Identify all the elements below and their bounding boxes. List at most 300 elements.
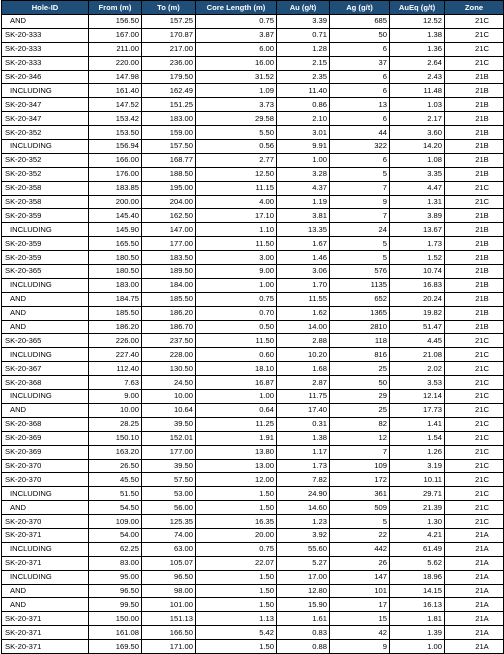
au-cell: 1.67 <box>277 237 330 251</box>
table-row <box>2 56 504 70</box>
from-cell: 9.00 <box>89 390 142 404</box>
core-length-cell: 0.75 <box>196 15 277 29</box>
table-row <box>2 70 504 84</box>
zone-cell: 21C <box>445 348 504 362</box>
ag-cell: 109 <box>330 459 390 473</box>
from-cell: 161.08 <box>89 626 142 640</box>
aueq-cell: 1.38 <box>390 28 445 42</box>
zone-cell: 21B <box>445 251 504 265</box>
zone-cell: 21B <box>445 167 504 181</box>
au-cell: 1.28 <box>277 42 330 56</box>
zone-cell: 21C <box>445 431 504 445</box>
au-cell: 11.55 <box>277 292 330 306</box>
from-cell: 226.00 <box>89 334 142 348</box>
aueq-cell: 11.48 <box>390 84 445 98</box>
table-row <box>2 473 504 487</box>
hole-id-cell: SK-20-368 <box>2 417 89 431</box>
from-cell: 183.85 <box>89 181 142 195</box>
from-cell: 54.00 <box>89 528 142 542</box>
core-length-cell: 1.00 <box>196 390 277 404</box>
to-cell: 63.00 <box>142 542 196 556</box>
zone-cell: 21C <box>445 501 504 515</box>
aueq-cell: 13.67 <box>390 223 445 237</box>
hole-id-cell: INCLUDING <box>2 390 89 404</box>
au-cell: 1.19 <box>277 195 330 209</box>
au-cell: 0.83 <box>277 626 330 640</box>
hole-id-cell: INCLUDING <box>2 570 89 584</box>
table-row <box>2 556 504 570</box>
hole-id-cell: SK-20-358 <box>2 181 89 195</box>
aueq-cell: 12.52 <box>390 15 445 29</box>
to-cell: 57.50 <box>142 473 196 487</box>
to-cell: 184.00 <box>142 278 196 292</box>
zone-cell: 21A <box>445 556 504 570</box>
to-cell: 185.50 <box>142 292 196 306</box>
table-row <box>2 306 504 320</box>
from-cell: 184.75 <box>89 292 142 306</box>
aueq-cell: 20.24 <box>390 292 445 306</box>
ag-cell: 2810 <box>330 320 390 334</box>
zone-cell: 21B <box>445 320 504 334</box>
ag-cell: 9 <box>330 195 390 209</box>
ag-cell: 5 <box>330 251 390 265</box>
to-cell: 101.00 <box>142 598 196 612</box>
au-cell: 4.37 <box>277 181 330 195</box>
from-cell: 156.94 <box>89 140 142 154</box>
zone-cell: 21C <box>445 403 504 417</box>
zone-cell: 21B <box>445 126 504 140</box>
to-cell: 10.00 <box>142 390 196 404</box>
to-cell: 157.50 <box>142 140 196 154</box>
ag-cell: 322 <box>330 140 390 154</box>
hole-id-cell: SK-20-365 <box>2 265 89 279</box>
to-cell: 195.00 <box>142 181 196 195</box>
from-cell: 153.42 <box>89 112 142 126</box>
table-row <box>2 334 504 348</box>
hole-id-cell: INCLUDING <box>2 140 89 154</box>
to-cell: 168.77 <box>142 153 196 167</box>
hole-id-cell: SK-20-370 <box>2 515 89 529</box>
ag-cell: 7 <box>330 445 390 459</box>
to-cell: 96.50 <box>142 570 196 584</box>
from-cell: 167.00 <box>89 28 142 42</box>
from-cell: 185.50 <box>89 306 142 320</box>
from-cell: 96.50 <box>89 584 142 598</box>
zone-cell: 21B <box>445 237 504 251</box>
aueq-cell: 21.08 <box>390 348 445 362</box>
aueq-cell: 18.96 <box>390 570 445 584</box>
header-au: Au (g/t) <box>277 1 330 15</box>
zone-cell: 21A <box>445 626 504 640</box>
ag-cell: 5 <box>330 515 390 529</box>
table-row <box>2 362 504 376</box>
from-cell: 145.90 <box>89 223 142 237</box>
ag-cell: 82 <box>330 417 390 431</box>
ag-cell: 5 <box>330 237 390 251</box>
core-length-cell: 16.87 <box>196 376 277 390</box>
to-cell: 162.49 <box>142 84 196 98</box>
to-cell: 130.50 <box>142 362 196 376</box>
core-length-cell: 1.50 <box>196 598 277 612</box>
zone-cell: 21A <box>445 640 504 654</box>
au-cell: 1.70 <box>277 278 330 292</box>
core-length-cell: 1.50 <box>196 487 277 501</box>
hole-id-cell: SK-20-358 <box>2 195 89 209</box>
zone-cell: 21C <box>445 390 504 404</box>
table-row <box>2 626 504 640</box>
au-cell: 3.92 <box>277 528 330 542</box>
au-cell: 1.73 <box>277 459 330 473</box>
core-length-cell: 12.00 <box>196 473 277 487</box>
hole-id-cell: SK-20-352 <box>2 153 89 167</box>
table-row <box>2 112 504 126</box>
from-cell: 156.50 <box>89 15 142 29</box>
header-to: To (m) <box>142 1 196 15</box>
zone-cell: 21C <box>445 362 504 376</box>
zone-cell: 21B <box>445 153 504 167</box>
aueq-cell: 2.43 <box>390 70 445 84</box>
zone-cell: 21C <box>445 376 504 390</box>
ag-cell: 37 <box>330 56 390 70</box>
zone-cell: 21B <box>445 278 504 292</box>
to-cell: 159.00 <box>142 126 196 140</box>
aueq-cell: 3.19 <box>390 459 445 473</box>
aueq-cell: 1.31 <box>390 195 445 209</box>
au-cell: 13.35 <box>277 223 330 237</box>
ag-cell: 1135 <box>330 278 390 292</box>
table-row <box>2 612 504 626</box>
from-cell: 227.40 <box>89 348 142 362</box>
au-cell: 5.27 <box>277 556 330 570</box>
hole-id-cell: SK-20-347 <box>2 98 89 112</box>
core-length-cell: 0.60 <box>196 348 277 362</box>
au-cell: 0.88 <box>277 640 330 654</box>
aueq-cell: 51.47 <box>390 320 445 334</box>
ag-cell: 7 <box>330 209 390 223</box>
ag-cell: 652 <box>330 292 390 306</box>
zone-cell: 21A <box>445 584 504 598</box>
table-row <box>2 251 504 265</box>
table-row <box>2 15 504 29</box>
table-row <box>2 445 504 459</box>
table-row <box>2 542 504 556</box>
ag-cell: 26 <box>330 556 390 570</box>
from-cell: 10.00 <box>89 403 142 417</box>
from-cell: 163.20 <box>89 445 142 459</box>
ag-cell: 5 <box>330 167 390 181</box>
core-length-cell: 0.64 <box>196 403 277 417</box>
table-row <box>2 126 504 140</box>
au-cell: 3.39 <box>277 15 330 29</box>
aueq-cell: 3.35 <box>390 167 445 181</box>
au-cell: 2.10 <box>277 112 330 126</box>
aueq-cell: 10.74 <box>390 265 445 279</box>
table-row <box>2 584 504 598</box>
table-row <box>2 181 504 195</box>
from-cell: 7.63 <box>89 376 142 390</box>
ag-cell: 42 <box>330 626 390 640</box>
table-row <box>2 570 504 584</box>
from-cell: 186.20 <box>89 320 142 334</box>
au-cell: 14.00 <box>277 320 330 334</box>
aueq-cell: 1.41 <box>390 417 445 431</box>
aueq-cell: 4.21 <box>390 528 445 542</box>
core-length-cell: 16.00 <box>196 56 277 70</box>
ag-cell: 816 <box>330 348 390 362</box>
table-row <box>2 42 504 56</box>
core-length-cell: 11.25 <box>196 417 277 431</box>
header-hole-id: Hole-ID <box>2 1 89 15</box>
to-cell: 186.20 <box>142 306 196 320</box>
table-row <box>2 278 504 292</box>
header-ag: Ag (g/t) <box>330 1 390 15</box>
au-cell: 17.40 <box>277 403 330 417</box>
hole-id-cell: AND <box>2 292 89 306</box>
hole-id-cell: SK-20-371 <box>2 626 89 640</box>
table-body <box>2 15 504 654</box>
zone-cell: 21A <box>445 570 504 584</box>
to-cell: 183.50 <box>142 251 196 265</box>
core-length-cell: 9.00 <box>196 265 277 279</box>
from-cell: 83.00 <box>89 556 142 570</box>
from-cell: 112.40 <box>89 362 142 376</box>
hole-id-cell: AND <box>2 501 89 515</box>
ag-cell: 1365 <box>330 306 390 320</box>
results-table-container <box>1 0 503 654</box>
aueq-cell: 16.83 <box>390 278 445 292</box>
aueq-cell: 1.39 <box>390 626 445 640</box>
core-length-cell: 3.87 <box>196 28 277 42</box>
core-length-cell: 1.91 <box>196 431 277 445</box>
hole-id-cell: SK-20-359 <box>2 251 89 265</box>
au-cell: 2.87 <box>277 376 330 390</box>
core-length-cell: 3.00 <box>196 251 277 265</box>
to-cell: 24.50 <box>142 376 196 390</box>
ag-cell: 24 <box>330 223 390 237</box>
au-cell: 0.31 <box>277 417 330 431</box>
core-length-cell: 22.07 <box>196 556 277 570</box>
aueq-cell: 10.11 <box>390 473 445 487</box>
from-cell: 220.00 <box>89 56 142 70</box>
from-cell: 180.50 <box>89 251 142 265</box>
hole-id-cell: SK-20-369 <box>2 445 89 459</box>
from-cell: 28.25 <box>89 417 142 431</box>
hole-id-cell: SK-20-367 <box>2 362 89 376</box>
zone-cell: 21C <box>445 417 504 431</box>
hole-id-cell: SK-20-368 <box>2 376 89 390</box>
to-cell: 147.00 <box>142 223 196 237</box>
aueq-cell: 4.47 <box>390 181 445 195</box>
core-length-cell: 2.77 <box>196 153 277 167</box>
ag-cell: 685 <box>330 15 390 29</box>
aueq-cell: 1.54 <box>390 431 445 445</box>
au-cell: 2.88 <box>277 334 330 348</box>
ag-cell: 509 <box>330 501 390 515</box>
hole-id-cell: SK-20-365 <box>2 334 89 348</box>
core-length-cell: 11.50 <box>196 237 277 251</box>
table-row <box>2 209 504 223</box>
au-cell: 0.86 <box>277 98 330 112</box>
au-cell: 1.38 <box>277 431 330 445</box>
aueq-cell: 4.45 <box>390 334 445 348</box>
core-length-cell: 12.50 <box>196 167 277 181</box>
from-cell: 150.10 <box>89 431 142 445</box>
core-length-cell: 1.09 <box>196 84 277 98</box>
ag-cell: 29 <box>330 390 390 404</box>
from-cell: 51.50 <box>89 487 142 501</box>
core-length-cell: 1.50 <box>196 584 277 598</box>
aueq-cell: 29.71 <box>390 487 445 501</box>
to-cell: 53.00 <box>142 487 196 501</box>
ag-cell: 17 <box>330 598 390 612</box>
hole-id-cell: SK-20-371 <box>2 612 89 626</box>
from-cell: 26.50 <box>89 459 142 473</box>
hole-id-cell: SK-20-333 <box>2 56 89 70</box>
hole-id-cell: INCLUDING <box>2 542 89 556</box>
from-cell: 62.25 <box>89 542 142 556</box>
aueq-cell: 2.02 <box>390 362 445 376</box>
from-cell: 153.50 <box>89 126 142 140</box>
au-cell: 1.46 <box>277 251 330 265</box>
hole-id-cell: SK-20-352 <box>2 167 89 181</box>
table-row <box>2 195 504 209</box>
to-cell: 74.00 <box>142 528 196 542</box>
aueq-cell: 1.73 <box>390 237 445 251</box>
from-cell: 147.52 <box>89 98 142 112</box>
zone-cell: 21B <box>445 265 504 279</box>
ag-cell: 44 <box>330 126 390 140</box>
table-row <box>2 348 504 362</box>
to-cell: 177.00 <box>142 237 196 251</box>
zone-cell: 21A <box>445 528 504 542</box>
from-cell: 165.50 <box>89 237 142 251</box>
ag-cell: 13 <box>330 98 390 112</box>
to-cell: 10.64 <box>142 403 196 417</box>
ag-cell: 442 <box>330 542 390 556</box>
to-cell: 105.07 <box>142 556 196 570</box>
core-length-cell: 17.10 <box>196 209 277 223</box>
header-zone: Zone <box>445 1 504 15</box>
zone-cell: 21C <box>445 42 504 56</box>
core-length-cell: 0.70 <box>196 306 277 320</box>
zone-cell: 21B <box>445 70 504 84</box>
ag-cell: 25 <box>330 362 390 376</box>
core-length-cell: 11.15 <box>196 181 277 195</box>
table-row <box>2 501 504 515</box>
hole-id-cell: SK-20-333 <box>2 42 89 56</box>
au-cell: 1.23 <box>277 515 330 529</box>
ag-cell: 101 <box>330 584 390 598</box>
au-cell: 0.71 <box>277 28 330 42</box>
ag-cell: 50 <box>330 28 390 42</box>
table-row <box>2 167 504 181</box>
table-row <box>2 140 504 154</box>
from-cell: 180.50 <box>89 265 142 279</box>
core-length-cell: 5.42 <box>196 626 277 640</box>
table-row <box>2 390 504 404</box>
table-row <box>2 320 504 334</box>
ag-cell: 6 <box>330 84 390 98</box>
zone-cell: 21C <box>445 15 504 29</box>
hole-id-cell: AND <box>2 403 89 417</box>
core-length-cell: 13.00 <box>196 459 277 473</box>
table-row <box>2 292 504 306</box>
au-cell: 10.20 <box>277 348 330 362</box>
au-cell: 12.80 <box>277 584 330 598</box>
table-row <box>2 640 504 654</box>
to-cell: 39.50 <box>142 417 196 431</box>
hole-id-cell: SK-20-370 <box>2 459 89 473</box>
to-cell: 236.00 <box>142 56 196 70</box>
core-length-cell: 6.00 <box>196 42 277 56</box>
from-cell: 95.00 <box>89 570 142 584</box>
table-row <box>2 431 504 445</box>
hole-id-cell: SK-20-333 <box>2 28 89 42</box>
hole-id-cell: SK-20-371 <box>2 528 89 542</box>
aueq-cell: 1.26 <box>390 445 445 459</box>
core-length-cell: 1.50 <box>196 501 277 515</box>
core-length-cell: 13.80 <box>196 445 277 459</box>
ag-cell: 9 <box>330 640 390 654</box>
to-cell: 237.50 <box>142 334 196 348</box>
hole-id-cell: AND <box>2 15 89 29</box>
ag-cell: 6 <box>330 112 390 126</box>
table-row <box>2 376 504 390</box>
aueq-cell: 5.62 <box>390 556 445 570</box>
ag-cell: 50 <box>330 376 390 390</box>
ag-cell: 6 <box>330 70 390 84</box>
header-aueq: AuEq (g/t) <box>390 1 445 15</box>
aueq-cell: 1.30 <box>390 515 445 529</box>
zone-cell: 21B <box>445 306 504 320</box>
au-cell: 3.06 <box>277 265 330 279</box>
to-cell: 151.13 <box>142 612 196 626</box>
zone-cell: 21C <box>445 195 504 209</box>
core-length-cell: 11.50 <box>196 334 277 348</box>
table-row <box>2 265 504 279</box>
table-row <box>2 223 504 237</box>
table-row <box>2 487 504 501</box>
table-row <box>2 417 504 431</box>
to-cell: 170.87 <box>142 28 196 42</box>
header-row <box>2 1 504 15</box>
au-cell: 3.81 <box>277 209 330 223</box>
ag-cell: 22 <box>330 528 390 542</box>
au-cell: 15.90 <box>277 598 330 612</box>
au-cell: 1.17 <box>277 445 330 459</box>
au-cell: 14.60 <box>277 501 330 515</box>
au-cell: 2.35 <box>277 70 330 84</box>
ag-cell: 576 <box>330 265 390 279</box>
aueq-cell: 1.52 <box>390 251 445 265</box>
core-length-cell: 16.35 <box>196 515 277 529</box>
aueq-cell: 1.81 <box>390 612 445 626</box>
zone-cell: 21B <box>445 223 504 237</box>
ag-cell: 361 <box>330 487 390 501</box>
zone-cell: 21C <box>445 487 504 501</box>
au-cell: 1.62 <box>277 306 330 320</box>
to-cell: 98.00 <box>142 584 196 598</box>
zone-cell: 21C <box>445 445 504 459</box>
from-cell: 176.00 <box>89 167 142 181</box>
aueq-cell: 1.00 <box>390 640 445 654</box>
to-cell: 228.00 <box>142 348 196 362</box>
table-row <box>2 237 504 251</box>
au-cell: 1.00 <box>277 153 330 167</box>
table-row <box>2 28 504 42</box>
ag-cell: 12 <box>330 431 390 445</box>
table-row <box>2 459 504 473</box>
